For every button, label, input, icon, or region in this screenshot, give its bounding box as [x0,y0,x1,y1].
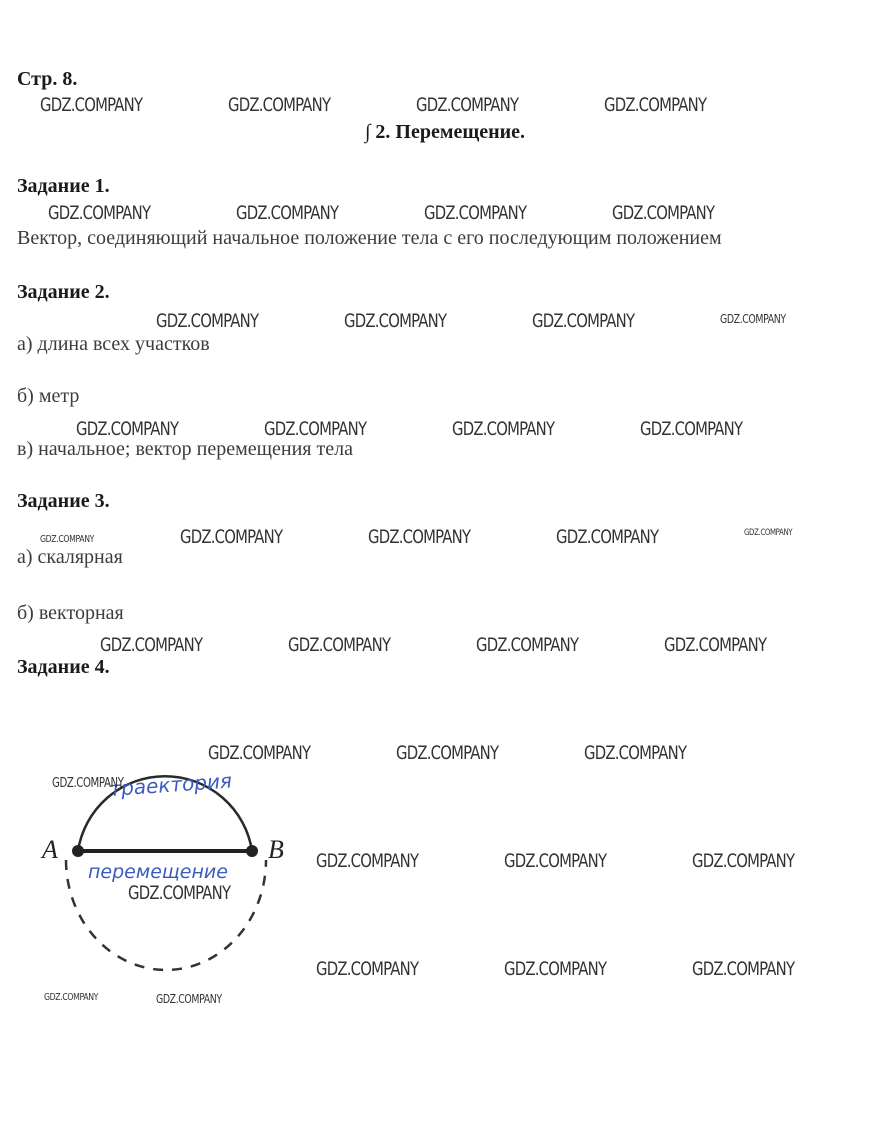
watermark: GDZ.COMPANY [316,850,419,872]
watermark: GDZ.COMPANY [40,94,143,116]
watermark: GDZ.COMPANY [180,526,283,548]
task-2-answer-b: б) метр [17,385,80,407]
task-2-answer-c: в) начальное; вектор перемещения тела [17,438,353,460]
watermark: GDZ.COMPANY [76,418,179,440]
point-b-label: B [268,835,284,864]
watermark: GDZ.COMPANY [48,202,151,224]
watermark: GDZ.COMPANY [584,742,687,764]
watermark: GDZ.COMPANY [156,992,222,1006]
watermark: GDZ.COMPANY [556,526,659,548]
watermark: GDZ.COMPANY [532,310,635,332]
watermark: GDZ.COMPANY [288,634,391,656]
point-a-dot [72,845,84,857]
task-3-answer-a: а) скалярная [17,546,123,568]
watermark: GDZ.COMPANY [156,310,259,332]
trajectory-label: траектория [108,768,233,801]
watermark: GDZ.COMPANY [664,634,767,656]
task-1-answer: Вектор, соединяющий начальное положение тела с его последующим положением [17,227,722,249]
watermark: GDZ.COMPANY [236,202,339,224]
point-a-label: A [42,835,58,864]
section-title: ∫ 2. Перемещение. [364,121,526,143]
watermark: GDZ.COMPANY [744,528,793,538]
task-3-answer-b: б) векторная [17,602,124,624]
watermark: GDZ.COMPANY [44,992,99,1003]
watermark: GDZ.COMPANY [612,202,715,224]
watermark: GDZ.COMPANY [692,958,795,980]
watermark: GDZ.COMPANY [228,94,331,116]
watermark: GDZ.COMPANY [504,850,607,872]
displacement-label: перемещение [88,861,228,883]
watermark: GDZ.COMPANY [40,534,95,545]
watermark: GDZ.COMPANY [208,742,311,764]
watermark: GDZ.COMPANY [640,418,743,440]
task-4-heading: Задание 4. [17,656,110,678]
watermark: GDZ.COMPANY [692,850,795,872]
watermark: GDZ.COMPANY [396,742,499,764]
watermark: GDZ.COMPANY [476,634,579,656]
watermark: GDZ.COMPANY [344,310,447,332]
watermark: GDZ.COMPANY [368,526,471,548]
watermark: GDZ.COMPANY [424,202,527,224]
page-number: Стр. 8. [17,68,78,90]
watermark: GDZ.COMPANY [100,634,203,656]
watermark: GDZ.COMPANY [264,418,367,440]
task-3-heading: Задание 3. [17,490,110,512]
watermark: GDZ.COMPANY [720,312,786,326]
watermark: GDZ.COMPANY [316,958,419,980]
watermark: GDZ.COMPANY [416,94,519,116]
watermark: GDZ.COMPANY [604,94,707,116]
watermark: GDZ.COMPANY [52,776,124,791]
task-1-heading: Задание 1. [17,175,110,197]
point-b-dot [246,845,258,857]
task-2-answer-a: а) длина всех участков [17,333,210,355]
watermark: GDZ.COMPANY [128,882,231,904]
watermark: GDZ.COMPANY [504,958,607,980]
task-2-heading: Задание 2. [17,281,110,303]
watermark: GDZ.COMPANY [452,418,555,440]
